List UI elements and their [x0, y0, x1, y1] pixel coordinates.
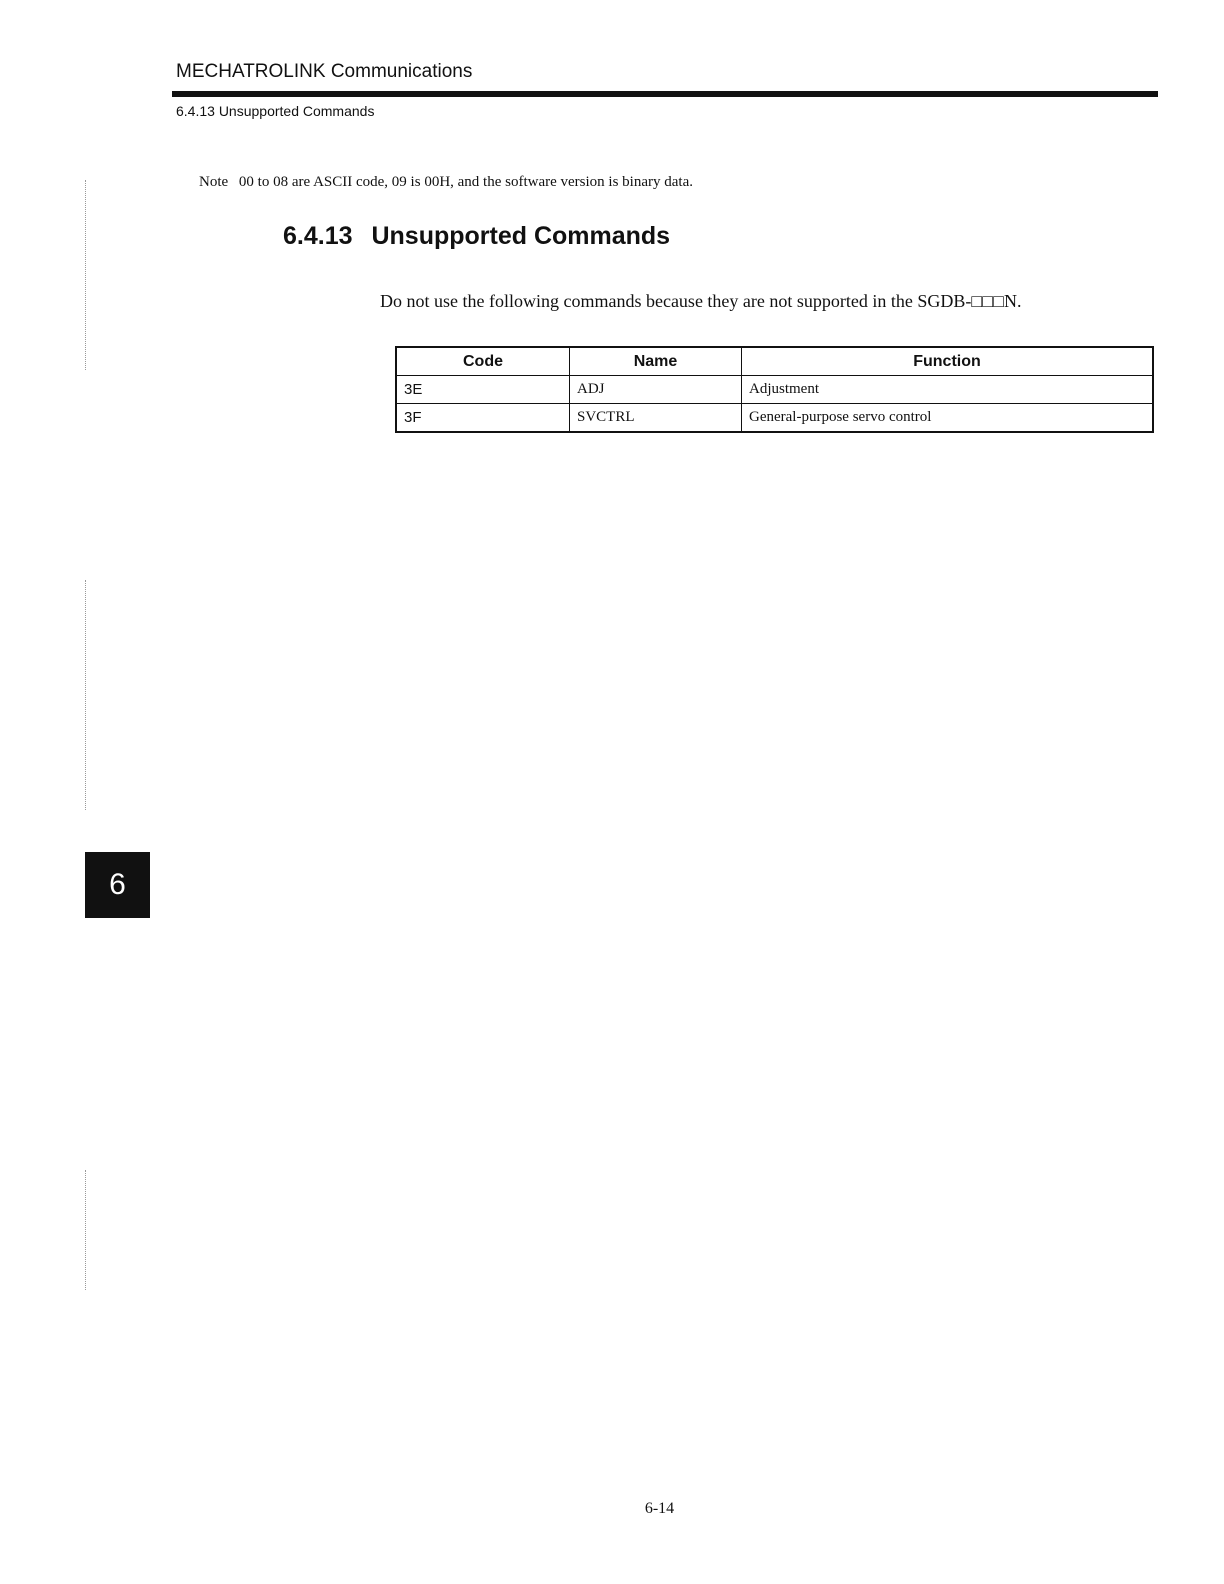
column-header-name: Name — [570, 347, 742, 376]
margin-scan-marks — [85, 180, 87, 370]
table-header-row — [396, 347, 1153, 376]
cell-function: Adjustment — [742, 376, 1154, 404]
chapter-tab: 6 — [85, 852, 150, 918]
cell-code: 3F — [396, 404, 570, 433]
page-number: 6-14 — [644, 1500, 675, 1517]
section-number: 6.4.13 — [283, 222, 353, 250]
margin-scan-marks — [85, 580, 87, 810]
note — [199, 174, 693, 191]
cell-name: ADJ — [570, 376, 742, 404]
section-intro: Do not use the following commands because they are not supported in the SGDB-□□□N. — [380, 291, 1022, 311]
section-heading — [283, 222, 670, 251]
unsupported-commands-table — [395, 346, 1154, 433]
table-row — [396, 404, 1153, 433]
running-header-title: MECHATROLINK Communications — [176, 61, 473, 82]
header-rule — [172, 91, 1158, 97]
margin-scan-marks — [85, 1170, 87, 1290]
running-header-subtitle: 6.4.13 Unsupported Commands — [176, 103, 375, 119]
table-row — [396, 376, 1153, 404]
note-label: Note — [199, 174, 229, 190]
note-text: 00 to 08 are ASCII code, 09 is 00H, and the software version is binary data. — [238, 174, 693, 190]
cell-function: General-purpose servo control — [742, 404, 1154, 433]
column-header-function: Function — [742, 347, 1154, 376]
column-header-code: Code — [396, 347, 570, 376]
cell-name: SVCTRL — [570, 404, 742, 433]
cell-code: 3E — [396, 376, 570, 404]
section-title: Unsupported Commands — [371, 222, 671, 250]
